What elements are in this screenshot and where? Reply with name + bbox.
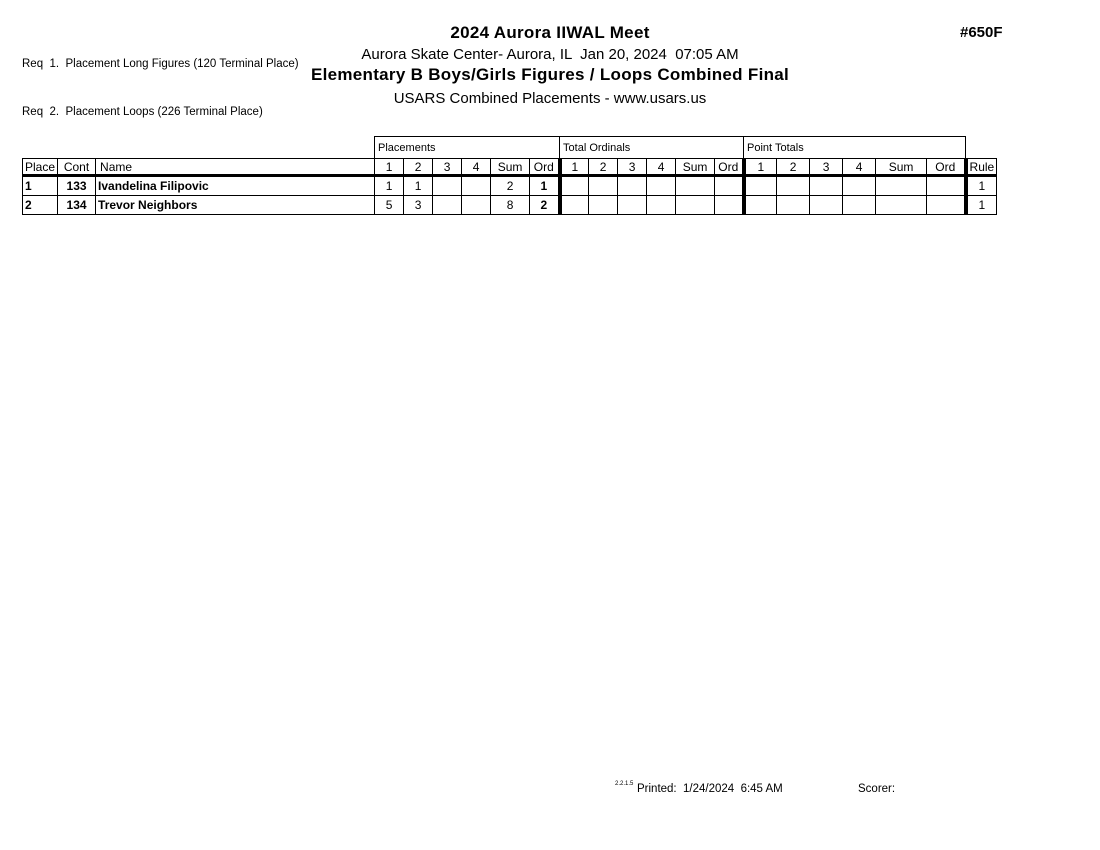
group-spacer-right — [966, 137, 997, 159]
column-header-row — [23, 159, 997, 176]
group-spacer-left — [23, 137, 375, 159]
cell-rule: 1 — [966, 196, 997, 215]
cell-tsum — [676, 176, 715, 196]
col-header-t1: 1 — [560, 159, 589, 176]
meet-title: 2024 Aurora IIWAL Meet — [450, 23, 650, 42]
group-header-row — [23, 137, 997, 159]
col-header-t2: 2 — [589, 159, 618, 176]
cell-t3 — [618, 196, 647, 215]
cell-p2: 1 — [404, 176, 433, 196]
col-header-p3: 3 — [433, 159, 462, 176]
group-header-total-ordinals: Total Ordinals — [560, 137, 744, 159]
cell-pt3 — [810, 176, 843, 196]
cell-place: 1 — [23, 176, 58, 196]
org-placement-line: USARS Combined Placements - www.usars.us — [393, 90, 707, 107]
col-header-tsum: Sum — [676, 159, 715, 176]
results-table — [22, 136, 997, 215]
cell-t4 — [647, 176, 676, 196]
cell-t4 — [647, 196, 676, 215]
table-row — [23, 196, 997, 215]
col-header-p2: 2 — [404, 159, 433, 176]
cell-t2 — [589, 176, 618, 196]
cell-pt1 — [744, 176, 777, 196]
col-header-name: Name — [96, 159, 375, 176]
cell-ptord — [927, 196, 966, 215]
cell-ptsum — [876, 196, 927, 215]
cell-tsum — [676, 196, 715, 215]
col-header-t3: 3 — [618, 159, 647, 176]
cell-pt1 — [744, 196, 777, 215]
cell-tord — [715, 196, 744, 215]
doc-number: #650F — [960, 24, 1003, 41]
event-title: Elementary B Boys/Girls Figures / Loops Combined Final — [310, 65, 790, 84]
col-header-pt2: 2 — [777, 159, 810, 176]
software-version: 2.2.1.5 — [615, 781, 634, 787]
col-header-psum: Sum — [491, 159, 530, 176]
col-header-pt1: 1 — [744, 159, 777, 176]
col-header-pt3: 3 — [810, 159, 843, 176]
cell-pt4 — [843, 196, 876, 215]
cell-cont: 133 — [58, 176, 96, 196]
cell-place: 2 — [23, 196, 58, 215]
col-header-place: Place — [23, 159, 58, 176]
cell-p1: 1 — [375, 176, 404, 196]
col-header-t4: 4 — [647, 159, 676, 176]
cell-name: Trevor Neighbors — [96, 196, 375, 215]
cell-t2 — [589, 196, 618, 215]
cell-psum: 2 — [491, 176, 530, 196]
cell-pord: 2 — [530, 196, 560, 215]
cell-ptord — [927, 176, 966, 196]
col-header-p1: 1 — [375, 159, 404, 176]
req-line-1: Req 1. Placement Long Figures (120 Terminal Place) — [22, 58, 299, 70]
cell-t1 — [560, 176, 589, 196]
col-header-tord: Ord — [715, 159, 744, 176]
req-line-2: Req 2. Placement Loops (226 Terminal Place) — [22, 106, 263, 118]
scorer-label: Scorer: — [858, 783, 896, 795]
cell-pt4 — [843, 176, 876, 196]
group-header-placements: Placements — [375, 137, 560, 159]
cell-ptsum — [876, 176, 927, 196]
col-header-pt4: 4 — [843, 159, 876, 176]
requirement-lines — [22, 24, 299, 152]
cell-p4 — [462, 176, 491, 196]
col-header-p4: 4 — [462, 159, 491, 176]
cell-psum: 8 — [491, 196, 530, 215]
cell-p4 — [462, 196, 491, 215]
col-header-rule: Rule — [966, 159, 997, 176]
col-header-pord: Ord — [530, 159, 560, 176]
cell-tord — [715, 176, 744, 196]
col-header-ptord: Ord — [927, 159, 966, 176]
cell-t1 — [560, 196, 589, 215]
cell-p3 — [433, 196, 462, 215]
printed-timestamp: Printed: 1/24/2024 6:45 AM — [637, 783, 783, 795]
group-header-point-totals: Point Totals — [744, 137, 966, 159]
cell-p2: 3 — [404, 196, 433, 215]
cell-p3 — [433, 176, 462, 196]
cell-rule: 1 — [966, 176, 997, 196]
cell-p1: 5 — [375, 196, 404, 215]
cell-cont: 134 — [58, 196, 96, 215]
cell-pt2 — [777, 176, 810, 196]
cell-name: Ivandelina Filipovic — [96, 176, 375, 196]
col-header-ptsum: Sum — [876, 159, 927, 176]
cell-t3 — [618, 176, 647, 196]
venue-date-line: Aurora Skate Center- Aurora, IL Jan 20, 2024 07:05 AM — [361, 46, 739, 63]
table-row — [23, 176, 997, 196]
cell-pord: 1 — [530, 176, 560, 196]
col-header-cont: Cont — [58, 159, 96, 176]
cell-pt2 — [777, 196, 810, 215]
cell-pt3 — [810, 196, 843, 215]
